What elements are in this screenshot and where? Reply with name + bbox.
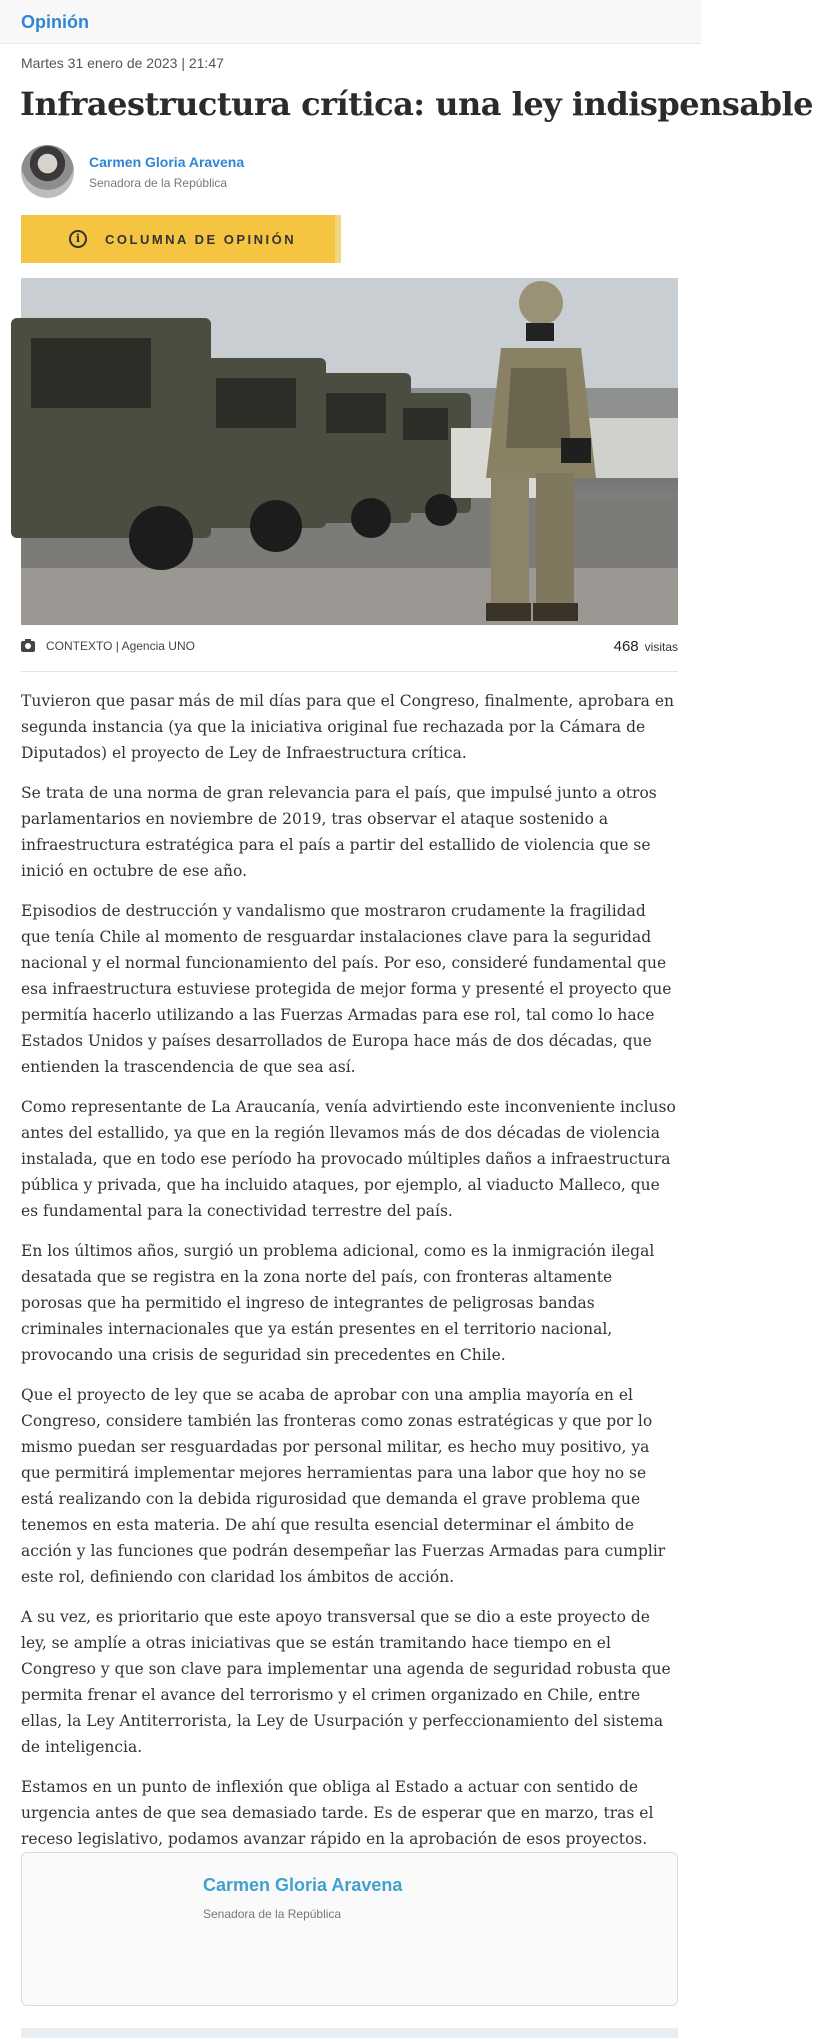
hero-image-illustration (21, 278, 678, 625)
visit-label: visitas (644, 640, 678, 654)
article-paragraph: Estamos en un punto de inflexión que obliga al Estado a actuar con sentido de urgencia antes de que sea demasiado tarde. Es de esperar que en marzo, tras el receso legislativo, podamos avanzar rápido en la aprobación de esos proyectos. (21, 1778, 654, 1848)
author-card (21, 1852, 678, 2006)
divider (21, 671, 678, 672)
author-avatar[interactable] (21, 145, 74, 198)
visit-count: 468 (613, 638, 639, 655)
camera-icon (21, 641, 35, 652)
article-body (21, 688, 678, 1866)
article-paragraph: Se trata de una norma de gran relevancia para el país, que impulsé junto a otros parlamentarios en noviembre de 2019, tras observar el ataque sostenido a infraestructura estratégica para el país a partir del estallido de violencia que se inició en octubre de ese año. (21, 784, 657, 880)
bottom-strip (21, 2028, 678, 2038)
image-caption: CONTEXTO | Agencia UNO (46, 639, 195, 653)
article-paragraph: Episodios de destrucción y vandalismo que mostraron crudamente la fragilidad que tenía Chile al momento de resguardar instalaciones clave para la seguridad nacional y el normal funcionamiento del país. Por eso, consideré fundamental que esa infraestructura estuviese protegida de mejor forma y presenté el proyecto que permitía hacerlo utilizando a las Fuerzas Armadas para ese rol, tal como lo hace Estados Unidos y países desarrollados de Europa hace más de dos décadas, que entienden la trascendencia de que sea así. (21, 902, 672, 1076)
opinion-column-badge (21, 215, 341, 263)
author-name-link[interactable]: Carmen Gloria Aravena (89, 154, 245, 170)
author-role: Senadora de la República (89, 176, 228, 190)
opinion-badge-label: COLUMNA DE OPINIÓN (105, 232, 297, 247)
article-paragraph: Como representante de La Araucanía, venía advirtiendo este inconveniente incluso antes del estallido, ya que en la región llevamos más de dos décadas de violencia instalada, que en todo ese período ha provocado múltiples daños a infraestructura pública y privada, que ha incluido ataques, por ejemplo, al viaducto Malleco, que es fundamental para la conectividad terrestre del país. (21, 1098, 676, 1220)
article-hero-image (21, 278, 678, 625)
image-caption-row (21, 638, 678, 658)
article-paragraph: Tuvieron que pasar más de mil días para que el Congreso, finalmente, aprobara en segunda instancia (ya que la iniciativa original fue rechazada por la Cámara de Diputados) el proyecto de Ley de Infraestructura crítica. (21, 692, 674, 762)
publish-date: Martes 31 enero de 2023 | 21:47 (21, 55, 224, 71)
article-paragraph: Que el proyecto de ley que se acaba de aprobar con una amplia mayoría en el Congreso, considere también las fronteras como zonas estratégicas y que por lo mismo puedan ser resguardadas por personal militar, es hecho muy positivo, ya que permitirá implementar mejores herramientas para una labor que hoy no se está realizando con la debida rigurosidad que demanda el grave problema que tenemos en esta materia. De ahí que resulta esencial determinar el ámbito de acción y las funciones que podrán desempeñar las Fuerzas Armadas para cumplir este rol, definiendo con claridad los ámbitos de acción. (21, 1386, 666, 1586)
article-paragraph: En los últimos años, surgió un problema adicional, como es la inmigración ilegal desatada que se registra en la zona norte del país, con fronteras altamente porosas que ha permitido el ingreso de integrantes de peligrosas bandas criminales internacionales que ya están presentes en el territorio nacional, provocando una crisis de seguridad sin precedentes en Chile. (21, 1242, 655, 1364)
section-link-opinion[interactable]: Opinión (21, 12, 89, 32)
info-icon: i (69, 230, 87, 248)
author-card-role: Senadora de la República (203, 1907, 342, 1921)
author-byline (21, 145, 421, 199)
visit-counter (614, 638, 678, 655)
author-card-avatar[interactable] (58, 1871, 174, 1987)
author-card-name-link[interactable]: Carmen Gloria Aravena (203, 1875, 403, 1895)
article-title: Infraestructura crítica: una ley indispensable (20, 85, 813, 123)
article-paragraph: A su vez, es prioritario que este apoyo transversal que se dio a este proyecto de ley, se amplíe a otras iniciativas que se están tramitando hace tiempo en el Congreso y que son clave para implementar una agenda de seguridad robusta que permita frenar el avance del terrorismo y el crimen organizado en Chile, entre ellas, la Ley Antiterrorista, la Ley de Usurpación y perfeccionamiento del sistema de inteligencia. (21, 1608, 671, 1756)
top-bar (0, 0, 701, 44)
